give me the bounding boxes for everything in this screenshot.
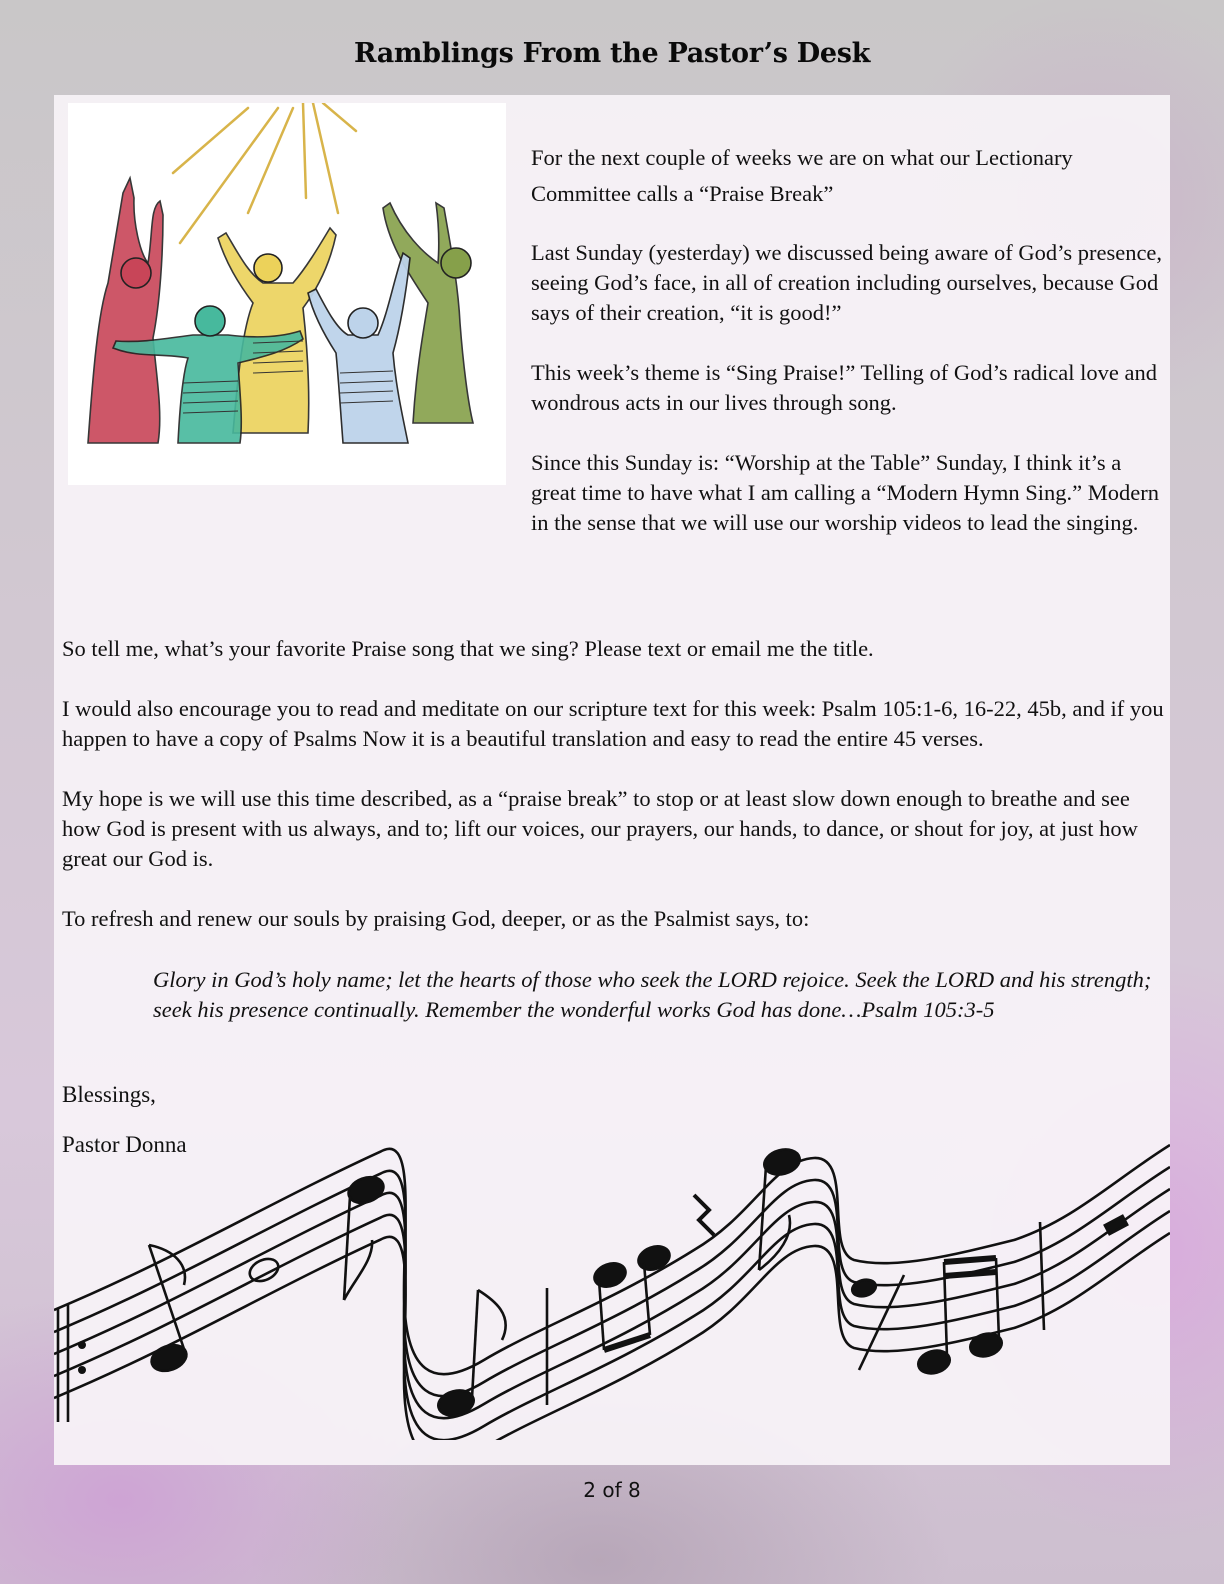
body-paragraph: To refresh and renew our souls by praising God, deeper, or as the Psalmist says, to: [62,906,810,931]
page-number: 2 of 8 [583,1478,641,1502]
intro-paragraph: Since this Sunday is: “Worship at the Table” Sunday, I think it’s a great time to have what I am calling a “Modern Hymn Sing.” Modern in the sense that we will use our worship videos to lead the singing. [531,450,1159,535]
intro-paragraph: For the next couple of weeks we are on what our Lectionary Committee calls a “Praise Break” [531,145,1073,206]
body-paragraph: So tell me, what’s your favorite Praise song that we sing? Please text or email me the title. [62,636,874,661]
signature: Pastor Donna [62,1132,187,1157]
praising-figures-icon [68,103,506,485]
intro-paragraph: This week’s theme is “Sing Praise!” Telling of God’s radical love and wondrous acts in our lives through song. [531,360,1157,415]
page-title: Ramblings From the Pastor’s Desk [353,38,871,69]
intro-paragraph: Last Sunday (yesterday) we discussed being aware of God’s presence, seeing God’s face, in all of creation including ourselves, because God says of their creation, “it is good!” [531,240,1163,325]
body-paragraph: I would also encourage you to read and meditate on our scripture text for this week: Psalm 105:1-6, 16-22, 45b, and if you happen to have a copy of Psalms Now it is a beautiful translation and easy to read the entire 45 verses. [62,696,1164,751]
praising-figures-illustration [68,103,506,485]
intro-column [531,140,1171,568]
body-column [62,634,1167,964]
closing-line: Blessings, [62,1082,156,1107]
scripture-quote: Glory in God’s holy name; let the hearts of those who seek the LORD rejoice. Seek the LORD and his strength; seek his presence continually. Remember the wonderful works God has done…Psalm 105:3-5 [153,967,1152,1022]
body-paragraph: My hope is we will use this time described, as a “praise break” to stop or at least slow down enough to breathe and see how God is present with us always, and to; lift our voices, our prayers, our hands, to dance, or shout for joy, at just how great our God is. [62,786,1138,871]
music-staff-illustration [54,1140,1170,1440]
music-staff-icon [54,1140,1170,1440]
